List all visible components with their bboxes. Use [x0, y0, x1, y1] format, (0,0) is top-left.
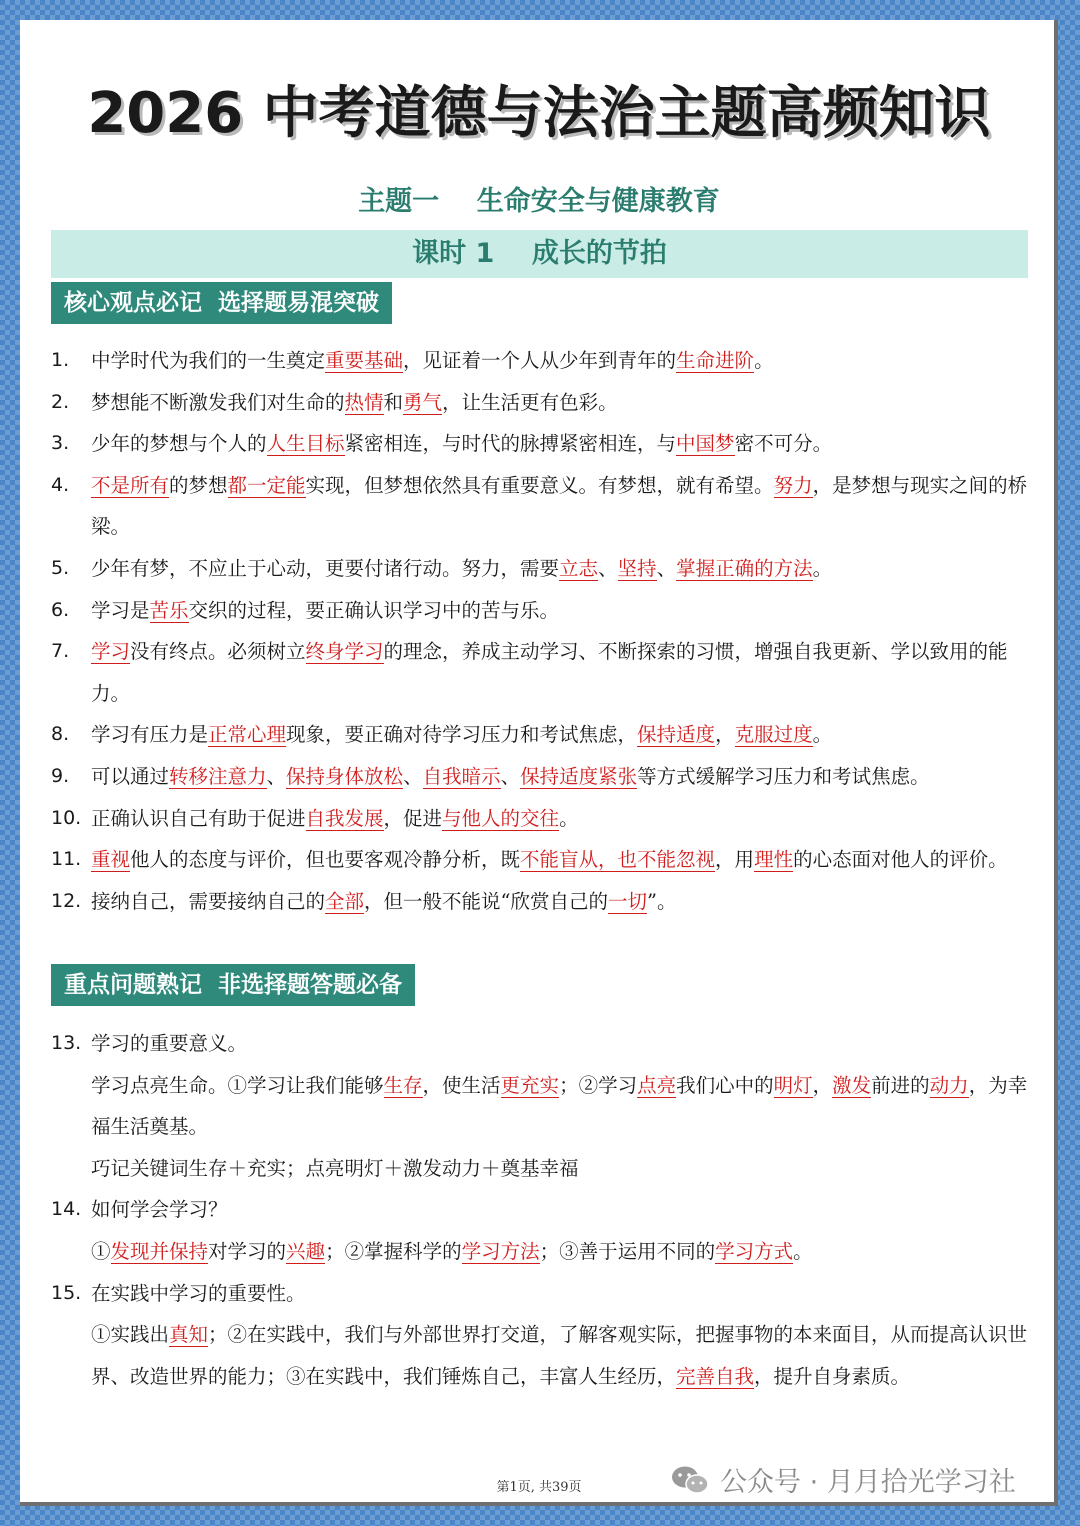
question-heading: 学习的重要意义。	[91, 1032, 248, 1055]
keyword-highlight: 不是所有	[91, 473, 170, 497]
item-number: 11.	[51, 848, 82, 871]
question-heading-row	[51, 1273, 1031, 1315]
answer-paragraph	[51, 1314, 1031, 1397]
text-run: 密不可分。	[734, 432, 833, 456]
text-run: ；③善于运用不同的	[539, 1239, 716, 1263]
wechat-icon	[670, 1465, 710, 1495]
text-run: ，促进	[383, 806, 443, 830]
keyword-highlight: 重要基础	[325, 349, 404, 372]
keyword-highlight: 一切	[608, 889, 648, 913]
keyword-highlight: 与他人的交往	[442, 806, 560, 830]
answer-paragraph	[51, 1231, 1031, 1273]
keyword-highlight: 明灯	[773, 1073, 813, 1097]
text-run: 、	[656, 556, 677, 580]
keyword-highlight: 学习	[91, 640, 131, 664]
item-number: 6.	[51, 598, 70, 621]
text-run: 梦想能不断激发我们对生命的	[91, 390, 345, 414]
item-text	[91, 714, 1031, 756]
text-run: ①	[91, 1239, 111, 1263]
text-run: ，但一般不能说“欣赏自己的	[364, 889, 609, 913]
text-run: 学习有压力是	[91, 723, 209, 747]
item-text	[91, 465, 1031, 548]
text-run: 没有终点。必须树立	[130, 640, 306, 664]
text-run: 。	[754, 349, 774, 372]
text-run: 紧密相连，与时代的脉搏紧密相连，与	[344, 432, 677, 456]
text-run: 前进的	[871, 1073, 930, 1097]
text-run: 等方式缓解学习压力和考试焦虑。	[637, 764, 930, 788]
text-run: 、	[266, 764, 287, 788]
text-run: 和	[383, 390, 404, 414]
text-run: 学习点亮生命。①学习让我们能够	[91, 1073, 384, 1097]
item-text	[91, 839, 1031, 881]
text-run: 的理念，养成主动学习、不断探索的习惯，增强自我更新、学以致用的能力。	[91, 640, 1008, 705]
keyword-highlight: 保持适度	[637, 723, 716, 747]
list-item	[51, 590, 1031, 632]
section-label-core-points: 核心观点必记 选择题易混突破	[51, 282, 392, 324]
item-number: 10.	[51, 806, 82, 829]
question-item	[51, 1189, 1031, 1272]
watermark	[670, 1460, 1016, 1499]
keyword-highlight: 保持适度紧张	[520, 764, 638, 788]
text-run: ”。	[647, 889, 677, 913]
text-run: 、	[403, 764, 423, 788]
keyword-highlight: 理性	[754, 848, 794, 872]
text-run: 。	[812, 723, 833, 747]
text-run: 他人的态度与评价，但也要客观冷静分析，既	[130, 848, 521, 872]
lesson-heading: 课时 1 成长的节拍	[412, 238, 667, 269]
keyword-highlight: 人生目标	[266, 432, 345, 456]
keyword-highlight: 自我发展	[305, 806, 384, 830]
keyword-highlight: 正常心理	[208, 723, 287, 747]
keyword-highlight: 更充实	[500, 1073, 560, 1097]
keyword-highlight: 终身学习	[305, 640, 384, 664]
list-item	[51, 839, 1031, 881]
keyword-highlight: 都一定能	[227, 473, 306, 497]
text-run: 实现，但梦想依然具有重要意义。有梦想，就有希望。	[305, 473, 774, 497]
keyword-highlight: 全部	[325, 889, 365, 913]
text-run: 的梦想	[169, 473, 228, 497]
page-footer: 第1页, 共39页	[496, 1480, 582, 1495]
text-run: 对学习的	[208, 1239, 287, 1263]
keyword-highlight: 激发	[832, 1073, 872, 1097]
text-run: ①实践出	[91, 1323, 170, 1347]
list-item	[51, 881, 1031, 923]
list-item	[51, 714, 1031, 756]
text-run: 巧记关键词生存＋充实；点亮明灯＋激发动力＋奠基幸福	[91, 1156, 579, 1180]
keyword-highlight: 保持身体放松	[286, 764, 404, 788]
text-run: 。	[812, 556, 833, 580]
item-number: 3.	[51, 432, 70, 455]
keyword-highlight: 发现并保持	[110, 1239, 209, 1263]
item-number: 5.	[51, 556, 70, 579]
item-text	[91, 423, 1031, 465]
keyword-highlight: 生存	[383, 1073, 423, 1097]
text-run: ；②在实践中，我们与外部世界打交道，了解客观实际，把握事物的本来面目，从而提高认识世界、改造世界的能力；③在实践中，我们锤炼自己，丰富人生经历，	[91, 1323, 1028, 1388]
question-heading-row	[51, 1023, 1031, 1065]
lesson-bar	[51, 230, 1028, 278]
question-heading: 在实践中学习的重要性。	[91, 1281, 306, 1305]
section-label-key-questions: 重点问题熟记 非选择题答题必备	[51, 964, 415, 1006]
core-points-list	[51, 340, 1031, 922]
question-heading-row	[51, 1189, 1031, 1231]
document-page	[20, 20, 1058, 1506]
keyword-highlight: 完善自我	[676, 1364, 755, 1388]
item-number: 2.	[51, 390, 70, 413]
keyword-highlight: 真知	[169, 1323, 209, 1347]
item-text	[91, 631, 1031, 714]
text-run: ，使生活	[422, 1073, 501, 1097]
question-item	[51, 1273, 1031, 1398]
keyword-highlight: 动力	[929, 1073, 969, 1097]
item-number: 7.	[51, 640, 70, 663]
item-text	[91, 756, 1031, 798]
list-item	[51, 382, 1031, 424]
text-run: ，见证着一个人从少年到青年的	[403, 349, 677, 372]
keyword-highlight: 苦乐	[149, 598, 189, 622]
keyword-highlight: 坚持	[617, 556, 657, 580]
watermark-text: 公众号 · 月月拾光学习社	[720, 1467, 1016, 1498]
item-number: 4.	[51, 473, 70, 496]
key-questions-list	[51, 1023, 1031, 1397]
text-run: 的心态面对他人的评价。	[793, 848, 1008, 872]
answer-paragraph	[51, 1065, 1031, 1148]
text-run: 现象，要正确对待学习压力和考试焦虑，	[286, 723, 638, 747]
text-run: 。	[793, 1239, 813, 1263]
item-number: 15.	[51, 1281, 82, 1304]
question-heading: 如何学会学习？	[91, 1198, 228, 1222]
keyword-highlight: 点亮	[637, 1073, 677, 1097]
item-text	[91, 340, 1031, 382]
question-item	[51, 1023, 1031, 1189]
text-run: 接纳自己，需要接纳自己的	[91, 889, 326, 913]
text-run: 、	[598, 556, 618, 580]
answer-paragraph	[51, 1148, 1031, 1190]
list-item	[51, 756, 1031, 798]
text-run: 、	[500, 764, 521, 788]
keyword-highlight: 学习方式	[715, 1239, 794, 1263]
keyword-highlight: 兴趣	[286, 1239, 326, 1263]
text-run: ，提升自身素质。	[754, 1364, 911, 1388]
text-run: 我们心中的	[676, 1073, 774, 1097]
item-number: 14.	[51, 1198, 82, 1221]
page-title: 2026 中考道德与法治主题高频知识	[87, 81, 991, 146]
list-item	[51, 423, 1031, 465]
list-item	[51, 465, 1031, 548]
keyword-highlight: 掌握正确的方法	[676, 556, 813, 580]
keyword-highlight: 生命进阶	[676, 349, 755, 372]
keyword-highlight: 自我暗示	[422, 764, 501, 788]
item-number: 12.	[51, 889, 82, 912]
text-run: ；②学习	[559, 1073, 638, 1097]
item-number: 13.	[51, 1032, 82, 1054]
keyword-highlight: 热情	[344, 390, 384, 414]
item-text	[91, 798, 1031, 840]
text-run: 正确认识自己有助于促进	[91, 806, 306, 830]
theme-heading: 主题一 生命安全与健康教育	[358, 186, 720, 217]
text-run: ；②掌握科学的	[325, 1239, 462, 1263]
list-item	[51, 631, 1031, 714]
text-run: 可以通过	[91, 764, 170, 788]
text-run: 中学时代为我们的一生奠定	[91, 349, 326, 372]
item-text	[91, 881, 1031, 923]
keyword-highlight: 转移注意力	[169, 764, 267, 788]
keyword-highlight: 克服过度	[734, 723, 813, 747]
item-text	[91, 548, 1031, 590]
text-run: ，用	[715, 848, 755, 872]
item-number: 1.	[51, 349, 70, 371]
text-run: ，是梦想与现实之间的桥梁。	[91, 473, 1028, 539]
keyword-highlight: 立志	[559, 556, 599, 580]
keyword-highlight: 努力	[773, 473, 813, 497]
text-run: ，为幸福生活奠基。	[91, 1073, 1028, 1139]
keyword-highlight: 重视	[91, 848, 131, 872]
item-text	[91, 382, 1031, 424]
text-run: ，让生活更有色彩。	[442, 390, 618, 414]
keyword-highlight: 中国梦	[676, 432, 735, 456]
text-run: ，	[715, 723, 735, 747]
text-run: ，	[812, 1073, 833, 1097]
keyword-highlight: 学习方法	[461, 1239, 540, 1263]
item-text	[91, 590, 1031, 632]
text-run: 学习是	[91, 598, 150, 622]
item-number: 8.	[51, 723, 70, 746]
list-item	[51, 340, 1031, 382]
text-run: 少年的梦想与个人的	[91, 432, 267, 456]
text-run: 交织的过程，要正确认识学习中的苦与乐。	[188, 598, 560, 622]
text-run: 少年有梦，不应止于心动，更要付诸行动。努力，需要	[91, 556, 560, 580]
list-item	[51, 548, 1031, 590]
keyword-highlight: 勇气	[403, 390, 443, 414]
item-number: 9.	[51, 764, 70, 787]
text-run: 。	[559, 806, 579, 830]
keyword-highlight: 不能盲从，也不能忽视	[520, 848, 716, 872]
list-item	[51, 798, 1031, 840]
